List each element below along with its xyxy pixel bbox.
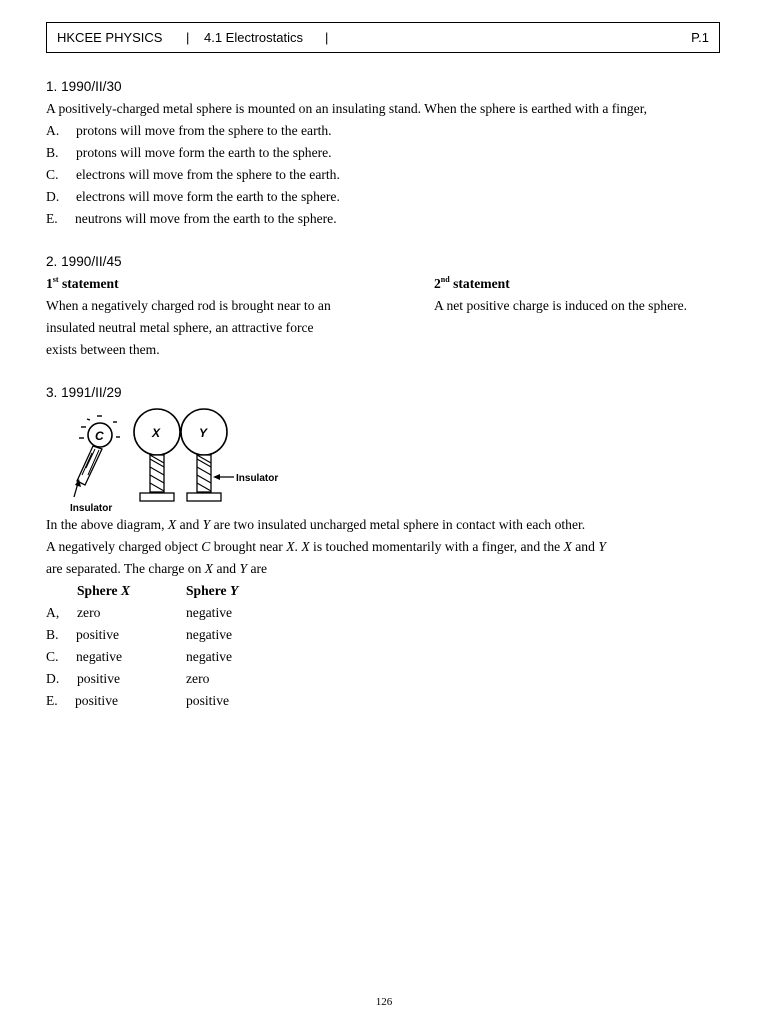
answer-sphere-y: negative (186, 649, 233, 664)
question-3-id: 3. 1991/II/29 (46, 385, 122, 400)
question-1-option-d (46, 189, 340, 205)
option-letter: E. (46, 211, 58, 226)
option-text: protons will move from the sphere to the earth. (76, 123, 332, 138)
heading-number: 1 (46, 276, 53, 291)
heading-ordinal: nd (440, 275, 450, 284)
text-run: Sphere (186, 583, 230, 598)
question-2-id: 2. 1990/II/45 (46, 254, 122, 269)
answer-letter: A, (46, 605, 60, 620)
page-number: 126 (375, 996, 393, 1008)
answer-sphere-x: positive (76, 627, 120, 642)
text-run: brought near (210, 539, 287, 554)
text-run: Y (229, 583, 239, 598)
question-1-option-c (46, 167, 340, 183)
insulator-label-right: Insulator (236, 473, 279, 484)
text-run: is touched momentarily with a finger, and the (309, 539, 564, 554)
text-run: X (286, 539, 295, 554)
text-run: and (213, 561, 240, 576)
answer-sphere-x: negative (76, 649, 123, 664)
heading-ordinal: st (52, 275, 59, 284)
sphere-y (181, 409, 227, 501)
answer-sphere-x: positive (77, 671, 121, 686)
answer-sphere-y: zero (186, 671, 210, 686)
heading-word: statement (453, 276, 510, 291)
text-run: . (294, 539, 302, 554)
answer-letter: D. (46, 671, 60, 686)
text-run: X (204, 561, 214, 576)
question-1-option-e (46, 211, 337, 227)
first-statement-heading (46, 276, 119, 292)
option-letter: C. (46, 167, 59, 182)
answer-sphere-y: positive (186, 693, 230, 708)
answer-sphere-x: zero (77, 605, 101, 620)
option-letter: D. (46, 189, 60, 204)
question-1-id: 1. 1990/II/30 (46, 79, 122, 94)
column-header-sphere-x (77, 583, 130, 599)
text-run: Y (239, 561, 248, 576)
text-run: and (176, 517, 203, 532)
header-separator: | (186, 30, 190, 45)
label-x: X (152, 426, 161, 440)
answer-sphere-y: negative (186, 605, 233, 620)
second-statement-text: A net positive charge is induced on the sphere. (434, 298, 688, 313)
answer-letter: B. (46, 627, 59, 642)
insulator-label-left: Insulator (70, 503, 113, 513)
text-run: X (120, 583, 131, 598)
text-run: X (167, 517, 177, 532)
header-topic: 4.1 Electrostatics (204, 30, 303, 45)
header-separator: | (325, 30, 329, 45)
text-run: In the above diagram, (46, 517, 168, 532)
option-text: electrons will move from the sphere to the earth. (76, 167, 340, 182)
header-subject: HKCEE PHYSICS (57, 30, 163, 45)
answer-sphere-x: positive (75, 693, 119, 708)
text-run: are separated. The charge on (46, 561, 205, 576)
question-3-text-line-1 (46, 517, 585, 533)
question-1-option-b (46, 145, 332, 161)
text-run: C (201, 539, 211, 554)
text-run: Y (598, 539, 606, 554)
first-statement-line: insulated neutral metal sphere, an attractive force (46, 320, 314, 335)
option-letter: B. (46, 145, 59, 160)
first-statement-line: exists between them. (46, 342, 160, 357)
text-run: are two insulated uncharged metal sphere in contact with each other. (210, 517, 586, 532)
label-c: C (95, 429, 104, 443)
heading-word: statement (61, 276, 119, 291)
question-3-text-line-3 (46, 561, 267, 577)
option-text: neutrons will move from the earth to the sphere. (75, 211, 337, 226)
sphere-x (134, 409, 180, 501)
answer-sphere-y: negative (186, 627, 233, 642)
text-run: Y (202, 517, 211, 532)
question-1-stem: A positively-charged metal sphere is mounted on an insulating stand. When the sphere is earthed with a finger, (46, 101, 648, 116)
first-statement-line: When a negatively charged rod is brought near to an (46, 298, 331, 313)
option-text: protons will move form the earth to the sphere. (76, 145, 332, 160)
page-header (46, 22, 720, 53)
header-page: P.1 (691, 30, 709, 45)
option-letter: A. (46, 123, 60, 138)
text-run: and (571, 539, 599, 554)
second-statement-heading (434, 276, 510, 292)
label-y: Y (199, 426, 208, 440)
text-run: are (247, 561, 268, 576)
answer-letter: C. (46, 649, 59, 664)
question-1-option-a (46, 123, 332, 139)
question-3-text-line-2 (46, 539, 606, 555)
option-text: electrons will move form the earth to the sphere. (76, 189, 340, 204)
answer-letter: E. (46, 693, 58, 708)
column-header-sphere-y (186, 583, 238, 599)
heading-number: 2 (434, 276, 441, 291)
text-run: Sphere (77, 583, 121, 598)
text-run: X (563, 539, 572, 554)
text-run: A negatively charged object (46, 539, 202, 554)
text-run: X (301, 539, 310, 554)
spheres-diagram (64, 405, 306, 513)
charged-object-c (77, 416, 120, 485)
